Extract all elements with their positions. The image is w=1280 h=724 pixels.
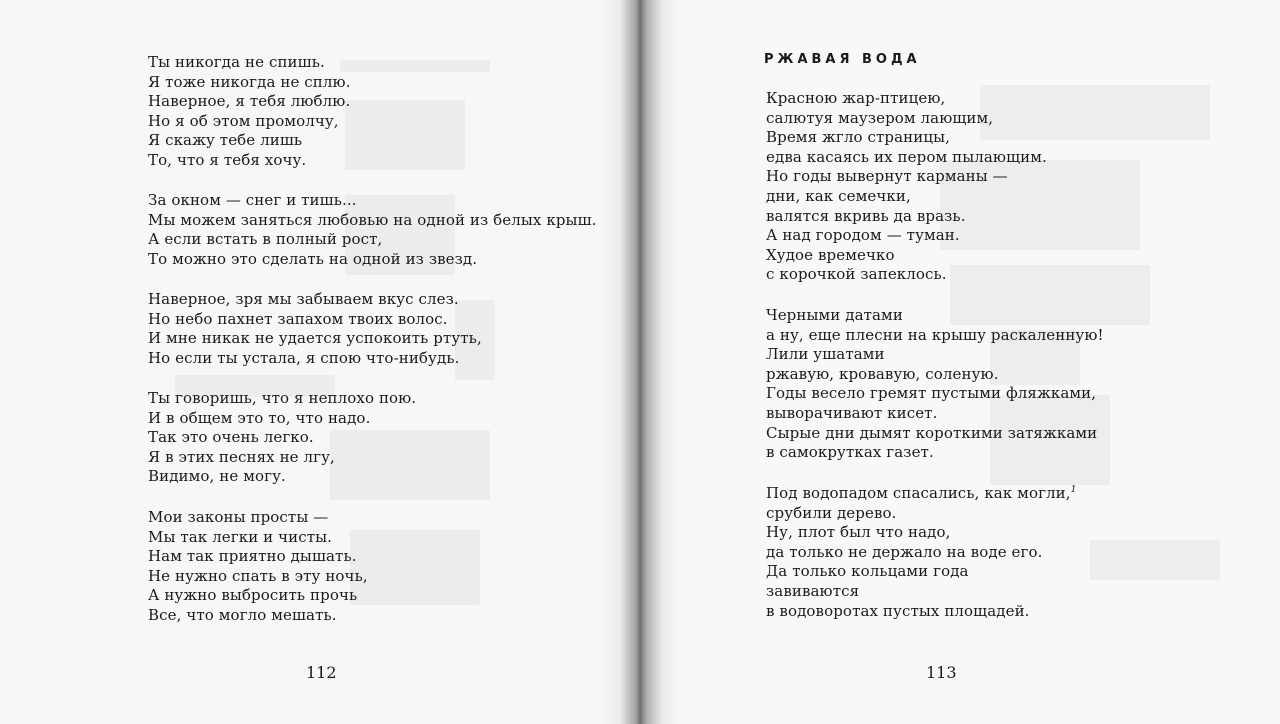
verse-line: срубили дерево. bbox=[766, 503, 897, 522]
show-through bbox=[345, 100, 465, 170]
stanza-1 bbox=[148, 53, 351, 171]
verse-line: А над городом — туман. bbox=[766, 226, 960, 245]
poem-title: РЖАВАЯ ВОДА bbox=[764, 52, 921, 67]
show-through bbox=[350, 530, 480, 605]
verse-line: в водоворотах пустых площадей. bbox=[766, 601, 1030, 620]
verse-line: Но если ты устала, я спою что-нибудь. bbox=[148, 348, 460, 367]
verse-line: а ну, еще плесни на крышу раскаленную! bbox=[766, 325, 1104, 344]
verse-line: выворачивают кисет. bbox=[766, 403, 938, 422]
verse-line: А если встать в полный рост, bbox=[148, 230, 383, 249]
verse-line: И мне никак не удается успокоить ртуть, bbox=[148, 329, 482, 348]
verse-line: Сырые дни дымят короткими затяжками bbox=[766, 423, 1098, 442]
stanza-3 bbox=[148, 290, 482, 368]
right-stanza-3 bbox=[766, 484, 1076, 621]
verse-text: Под водопадом спасались, как могли, bbox=[766, 484, 1071, 502]
verse-line: Нам так приятно дышать. bbox=[148, 547, 357, 566]
verse-line: Мои законы просты — bbox=[148, 508, 329, 526]
verse-line: То можно это сделать на одной из звезд. bbox=[148, 249, 478, 268]
verse-line: Наверное, я тебя люблю. bbox=[148, 92, 351, 111]
verse-line: Наверное, зря мы забываем вкус слез. bbox=[148, 290, 459, 308]
verse-line: А нужно выбросить прочь bbox=[148, 586, 358, 605]
verse-line: Годы весело гремят пустыми фляжками, bbox=[766, 384, 1097, 403]
verse-line: Мы можем заняться любовью на одной из белых крыш. bbox=[148, 210, 597, 229]
verse-line: Красною жар-птицею, bbox=[766, 89, 946, 107]
stanza-4 bbox=[148, 389, 416, 487]
page-number-right: 113 bbox=[926, 663, 957, 682]
verse-line: То, что я тебя хочу. bbox=[148, 150, 307, 169]
verse-line: Лили ушатами bbox=[766, 345, 885, 364]
right-stanza-2 bbox=[766, 306, 1104, 463]
verse-line: Ты никогда не спишь. bbox=[148, 53, 325, 71]
footnote-marker[interactable]: 1 bbox=[1070, 485, 1077, 495]
show-through bbox=[1090, 540, 1220, 580]
verse-line: Все, что могло мешать. bbox=[148, 605, 337, 624]
verse-line: Мы так легки и чисты. bbox=[148, 527, 333, 546]
stanza-2 bbox=[148, 191, 597, 269]
left-page bbox=[0, 0, 620, 724]
verse-line: Я скажу тебе лишь bbox=[148, 131, 303, 150]
verse-line: да только не держало на воде его. bbox=[766, 542, 1043, 561]
verse-line: в самокрутках газет. bbox=[766, 443, 934, 462]
verse-line: Ты говоришь, что я неплохо пою. bbox=[148, 389, 417, 407]
verse-line: Но годы вывернут карманы — bbox=[766, 167, 1008, 186]
verse-line: салютуя маузером лающим, bbox=[766, 108, 994, 127]
verse-line: ржавую, кровавую, соленую. bbox=[766, 364, 999, 383]
verse-line: За окном — снег и тишь... bbox=[148, 191, 357, 209]
verse-line: Время жгло страницы, bbox=[766, 128, 950, 147]
verse-line: едва касаясь их пером пылающим. bbox=[766, 147, 1047, 166]
stanza-5 bbox=[148, 508, 368, 626]
verse-line: Худое времечко bbox=[766, 245, 895, 264]
verse-line: Видимо, не могу. bbox=[148, 467, 286, 486]
verse-line: дни, как семечки, bbox=[766, 186, 911, 205]
verse-line: Но я об этом промолчу, bbox=[148, 111, 339, 130]
right-stanza-1 bbox=[766, 89, 1047, 285]
verse-line: Да только кольцами года bbox=[766, 562, 969, 581]
verse-line: с корочкой запеклось. bbox=[766, 265, 947, 284]
verse-line: И в общем это то, что надо. bbox=[148, 408, 371, 427]
verse-line: Так это очень легко. bbox=[148, 428, 314, 447]
show-through bbox=[340, 60, 490, 72]
verse-line: Не нужно спать в эту ночь, bbox=[148, 566, 368, 585]
verse-line: Я в этих песнях не лгу, bbox=[148, 447, 335, 466]
verse-line: Я тоже никогда не сплю. bbox=[148, 72, 351, 91]
verse-line: Ну, плот был что надо, bbox=[766, 523, 951, 542]
verse-line: Но небо пахнет запахом твоих волос. bbox=[148, 309, 448, 328]
page-number-left: 112 bbox=[306, 663, 337, 682]
verse-line-with-footnote bbox=[766, 484, 1076, 504]
verse-line: завиваются bbox=[766, 581, 860, 600]
verse-line: валятся вкривь да вразь. bbox=[766, 206, 966, 225]
verse-line: Черными датами bbox=[766, 306, 903, 324]
